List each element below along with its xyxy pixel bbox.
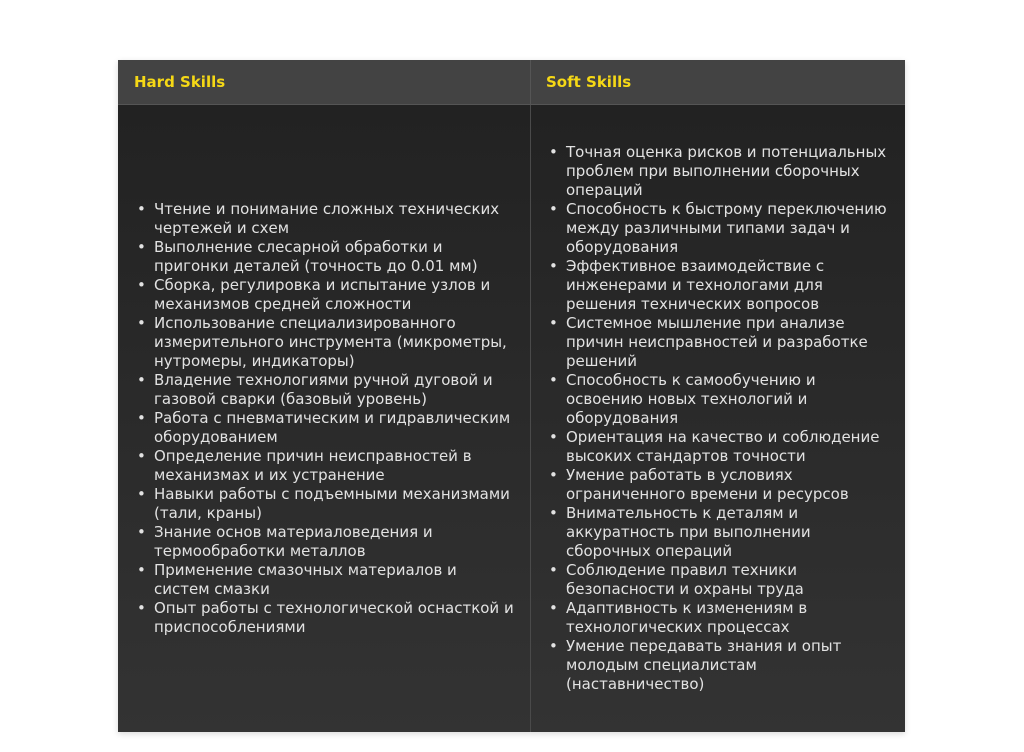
soft-skills-header: Soft Skills (546, 73, 632, 91)
table-body-row (118, 105, 905, 732)
hard-skill-item: • Чтение и понимание сложных технических чертежей и схем (134, 200, 516, 238)
skills-table (118, 60, 905, 732)
soft-skill-item: • Эффективное взаимодействие с инженерами и технологами для решения технических вопросов (546, 257, 895, 314)
hard-skills-cell (118, 105, 531, 732)
soft-skill-item: • Соблюдение правил техники безопасности и охраны труда (546, 561, 895, 599)
hard-skill-item: • Выполнение слесарной обработки и пригонки деталей (точность до 0.01 мм) (134, 238, 516, 276)
soft-skill-item: • Внимательность к деталям и аккуратность при выполнении сборочных операций (546, 504, 895, 561)
hard-skills-header: Hard Skills (118, 60, 531, 104)
soft-skill-item: • Умение работать в условиях ограниченного времени и ресурсов (546, 466, 895, 504)
soft-skill-item: • Умение передавать знания и опыт молодым специалистам (наставничество) (546, 637, 895, 694)
table-header-row (118, 60, 905, 105)
hard-skill-item: • Работа с пневматическим и гидравлическим оборудованием (134, 409, 516, 447)
soft-skill-item: • Способность к быстрому переключению между различными типами задач и оборудования (546, 200, 895, 257)
soft-skill-item: • Системное мышление при анализе причин неисправностей и разработке решений (546, 314, 895, 371)
hard-skill-item: • Опыт работы с технологической оснасткой и приспособлениями (134, 599, 516, 637)
soft-skills-cell (531, 105, 905, 732)
soft-skill-item: • Адаптивность к изменениям в технологических процессах (546, 599, 895, 637)
hard-skill-item: • Знание основ материаловедения и термообработки металлов (134, 523, 516, 561)
soft-skill-item: • Точная оценка рисков и потенциальных проблем при выполнении сборочных операций (546, 143, 895, 200)
hard-skill-item: • Навыки работы с подъемными механизмами (тали, краны) (134, 485, 516, 523)
soft-skill-item: • Способность к самообучению и освоению новых технологий и оборудования (546, 371, 895, 428)
hard-skill-item: • Использование специализированного измерительного инструмента (микрометры, нутромеры, индикаторы) (134, 314, 516, 371)
hard-skill-item: • Определение причин неисправностей в механизмах и их устранение (134, 447, 516, 485)
hard-skill-item: • Владение технологиями ручной дуговой и газовой сварки (базовый уровень) (134, 371, 516, 409)
hard-skill-item: • Применение смазочных материалов и систем смазки (134, 561, 516, 599)
hard-skill-item: • Сборка, регулировка и испытание узлов и механизмов средней сложности (134, 276, 516, 314)
hard-skills-list (134, 200, 516, 637)
soft-skills-list (546, 143, 895, 694)
soft-skill-item: • Ориентация на качество и соблюдение высоких стандартов точности (546, 428, 895, 466)
